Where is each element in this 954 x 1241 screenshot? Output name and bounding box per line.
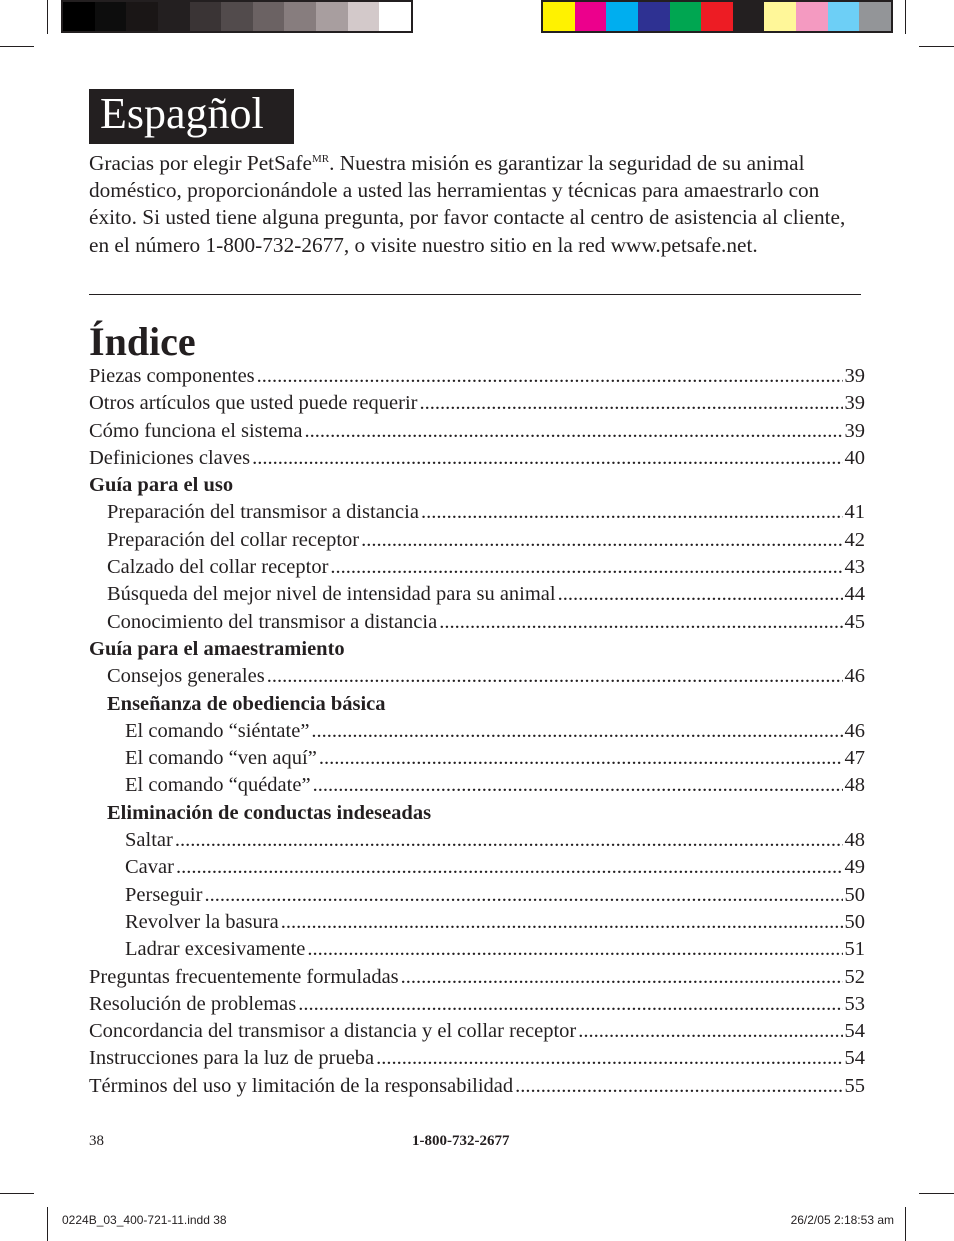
- toc-leader-dots: [311, 718, 842, 745]
- toc-page-number: 55: [844, 1074, 865, 1097]
- language-title: Espagñol: [100, 89, 264, 138]
- toc-leader-dots: [401, 964, 843, 991]
- toc-leader-dots: [313, 772, 843, 799]
- crop-mark: [905, 0, 906, 34]
- crop-mark: [919, 46, 954, 47]
- toc-entry: [89, 909, 865, 936]
- toc-entry-label: Revolver la basura: [125, 910, 279, 933]
- color-swatch: [733, 2, 765, 31]
- toc-entry-label: Términos del uso y limitación de la responsabilidad: [89, 1074, 514, 1097]
- toc-entry: [89, 581, 865, 608]
- toc-entry: [89, 527, 865, 554]
- toc-entry: [89, 1045, 865, 1072]
- toc-page-number: 41: [844, 501, 865, 524]
- toc-page-number: 39: [844, 419, 865, 442]
- toc-page-number: 42: [844, 528, 865, 551]
- color-swatch: [190, 2, 222, 31]
- toc-entry-label: Ladrar excesivamente: [125, 938, 306, 961]
- toc-leader-dots: [281, 909, 843, 936]
- page-number: 38: [89, 1133, 104, 1149]
- toc-leader-dots: [204, 882, 842, 909]
- toc-entry: [89, 499, 865, 526]
- crop-mark: [919, 1193, 954, 1194]
- toc-entry: [89, 718, 865, 745]
- toc-leader-dots: [578, 1018, 842, 1045]
- toc-entry-label: Búsqueda del mejor nivel de intensidad para su animal: [107, 583, 556, 606]
- grayscale-color-bar: [61, 0, 413, 33]
- print-slug-timestamp: 26/2/05 2:18:53 am: [790, 1213, 894, 1227]
- toc-leader-dots: [176, 854, 843, 881]
- toc-entry: [89, 772, 865, 799]
- toc-entry-label: Calzado del collar receptor: [107, 556, 329, 579]
- toc-section-heading: [89, 800, 865, 827]
- toc-leader-dots: [419, 390, 842, 417]
- toc-leader-dots: [307, 936, 842, 963]
- toc-leader-dots: [376, 1045, 842, 1072]
- toc-page-number: 50: [844, 910, 865, 933]
- toc-entry: [89, 554, 865, 581]
- crop-mark: [47, 1207, 48, 1241]
- toc-entry: [89, 936, 865, 963]
- toc-entry-label: Guía para el uso: [89, 474, 234, 497]
- toc-entry: [89, 991, 865, 1018]
- toc-entry-label: Piezas componentes: [89, 365, 255, 387]
- toc-entry: [89, 882, 865, 909]
- toc-leader-dots: [515, 1073, 842, 1100]
- toc-entry: [89, 854, 865, 881]
- crop-mark: [0, 1193, 34, 1194]
- toc-entry-label: Eliminación de conductas indeseadas: [107, 801, 432, 824]
- toc-leader-dots: [298, 991, 842, 1018]
- toc-entry-label: Saltar: [125, 829, 173, 852]
- color-swatch: [543, 2, 575, 31]
- toc-entry-label: Preguntas frecuentemente formuladas: [89, 965, 399, 988]
- intro-text-end: . Nuestra misión es garantizar la seguridad de su animal doméstico, proporcionándole a usted las herramientas y técnicas para amaestrarlo con éxito. Si usted tiene alguna pregunta, por favor contacte al centro de asistencia al cliente, en el número 1-800-732-2677, o visite nuestro sitio en la red www.petsafe.net.: [89, 151, 846, 257]
- color-swatch: [348, 2, 380, 31]
- toc-leader-dots: [439, 609, 842, 636]
- toc-leader-dots: [305, 418, 843, 445]
- color-swatch: [670, 2, 702, 31]
- toc-page-number: 50: [844, 883, 865, 906]
- toc-page-number: 39: [844, 392, 865, 415]
- toc-page-number: 40: [844, 446, 865, 469]
- toc-section-heading: [89, 636, 865, 663]
- table-of-contents: [89, 363, 865, 1100]
- color-swatch: [796, 2, 828, 31]
- toc-page-number: 44: [844, 583, 865, 606]
- intro-paragraph: [89, 150, 869, 259]
- toc-leader-dots: [267, 663, 843, 690]
- toc-entry-label: El comando “ven aquí”: [125, 747, 317, 770]
- toc-entry-label: El comando “quédate”: [125, 774, 311, 797]
- toc-entry-label: Resolución de problemas: [89, 992, 297, 1015]
- toc-page-number: 54: [844, 1047, 865, 1070]
- toc-section-heading: [89, 691, 865, 718]
- toc-page-number: 53: [844, 992, 865, 1015]
- toc-page-number: 43: [844, 556, 865, 579]
- toc-entry-label: Cómo funciona el sistema: [89, 419, 303, 442]
- toc-section-heading: [89, 472, 865, 499]
- toc-page-number: 46: [844, 665, 865, 688]
- toc-entry: [89, 609, 865, 636]
- toc-entry: [89, 663, 865, 690]
- toc-entry-label: El comando “siéntate”: [125, 719, 310, 742]
- color-swatch: [95, 2, 127, 31]
- toc-entry-label: Otros artículos que usted puede requerir: [89, 392, 418, 415]
- toc-entry-label: Enseñanza de obediencia básica: [107, 692, 386, 715]
- color-swatch: [379, 2, 411, 31]
- toc-entry-label: Definiciones claves: [89, 446, 251, 469]
- toc-page-number: 47: [844, 747, 865, 770]
- toc-page-number: 52: [844, 965, 865, 988]
- divider-rule: [89, 294, 861, 295]
- toc-page-number: 49: [844, 856, 865, 879]
- toc-entry: [89, 445, 865, 472]
- color-swatch: [828, 2, 860, 31]
- crop-mark: [905, 1207, 906, 1241]
- toc-entry-label: Preparación del collar receptor: [107, 528, 360, 551]
- color-swatch: [638, 2, 670, 31]
- color-swatch: [701, 2, 733, 31]
- toc-page-number: 48: [844, 774, 865, 797]
- toc-entry-label: Instrucciones para la luz de prueba: [89, 1047, 375, 1070]
- toc-page-number: 48: [844, 829, 865, 852]
- toc-page-number: 46: [844, 719, 865, 742]
- toc-entry-label: Perseguir: [125, 883, 203, 906]
- toc-entry: [89, 390, 865, 417]
- color-swatch: [606, 2, 638, 31]
- toc-entry: [89, 827, 865, 854]
- toc-entry: [89, 745, 865, 772]
- toc-page-number: 54: [844, 1020, 865, 1043]
- trademark-superscript: MR: [311, 152, 330, 165]
- toc-leader-dots: [558, 581, 843, 608]
- toc-entry-label: Concordancia del transmisor a distancia y el collar receptor: [89, 1020, 577, 1043]
- toc-entry: [89, 1018, 865, 1045]
- toc-page-number: 45: [844, 610, 865, 633]
- toc-page-number: 39: [844, 365, 865, 387]
- color-swatch: [764, 2, 796, 31]
- print-slug-filename: 0224B_03_400-721-11.indd 38: [62, 1213, 227, 1227]
- footer-phone: 1-800-732-2677: [412, 1133, 510, 1149]
- toc-entry-label: Guía para el amaestramiento: [89, 637, 345, 660]
- toc-entry-label: Consejos generales: [107, 665, 265, 688]
- toc-leader-dots: [175, 827, 843, 854]
- index-title: Índice: [89, 319, 196, 364]
- color-swatch: [221, 2, 253, 31]
- crop-mark: [47, 0, 48, 34]
- toc-entry: [89, 418, 865, 445]
- color-swatch: [253, 2, 285, 31]
- crop-mark: [0, 46, 34, 47]
- color-swatch: [158, 2, 190, 31]
- toc-leader-dots: [361, 527, 842, 554]
- toc-page-number: 51: [844, 938, 865, 961]
- toc-leader-dots: [257, 363, 843, 390]
- color-swatch: [575, 2, 607, 31]
- toc-leader-dots: [421, 499, 843, 526]
- toc-entry: [89, 1073, 865, 1100]
- toc-entry-label: Preparación del transmisor a distancia: [107, 501, 419, 524]
- toc-entry-label: Conocimiento del transmisor a distancia: [107, 610, 438, 633]
- color-swatch: [63, 2, 95, 31]
- color-swatch: [284, 2, 316, 31]
- toc-entry: [89, 964, 865, 991]
- toc-entry-label: Cavar: [125, 856, 174, 879]
- toc-entry: [89, 363, 865, 390]
- intro-text-start: Gracias por elegir PetSafe: [89, 151, 312, 175]
- color-swatch: [859, 2, 891, 31]
- color-swatch: [126, 2, 158, 31]
- process-color-bar: [541, 0, 893, 33]
- toc-leader-dots: [319, 745, 843, 772]
- toc-leader-dots: [252, 445, 842, 472]
- toc-leader-dots: [330, 554, 842, 581]
- color-swatch: [316, 2, 348, 31]
